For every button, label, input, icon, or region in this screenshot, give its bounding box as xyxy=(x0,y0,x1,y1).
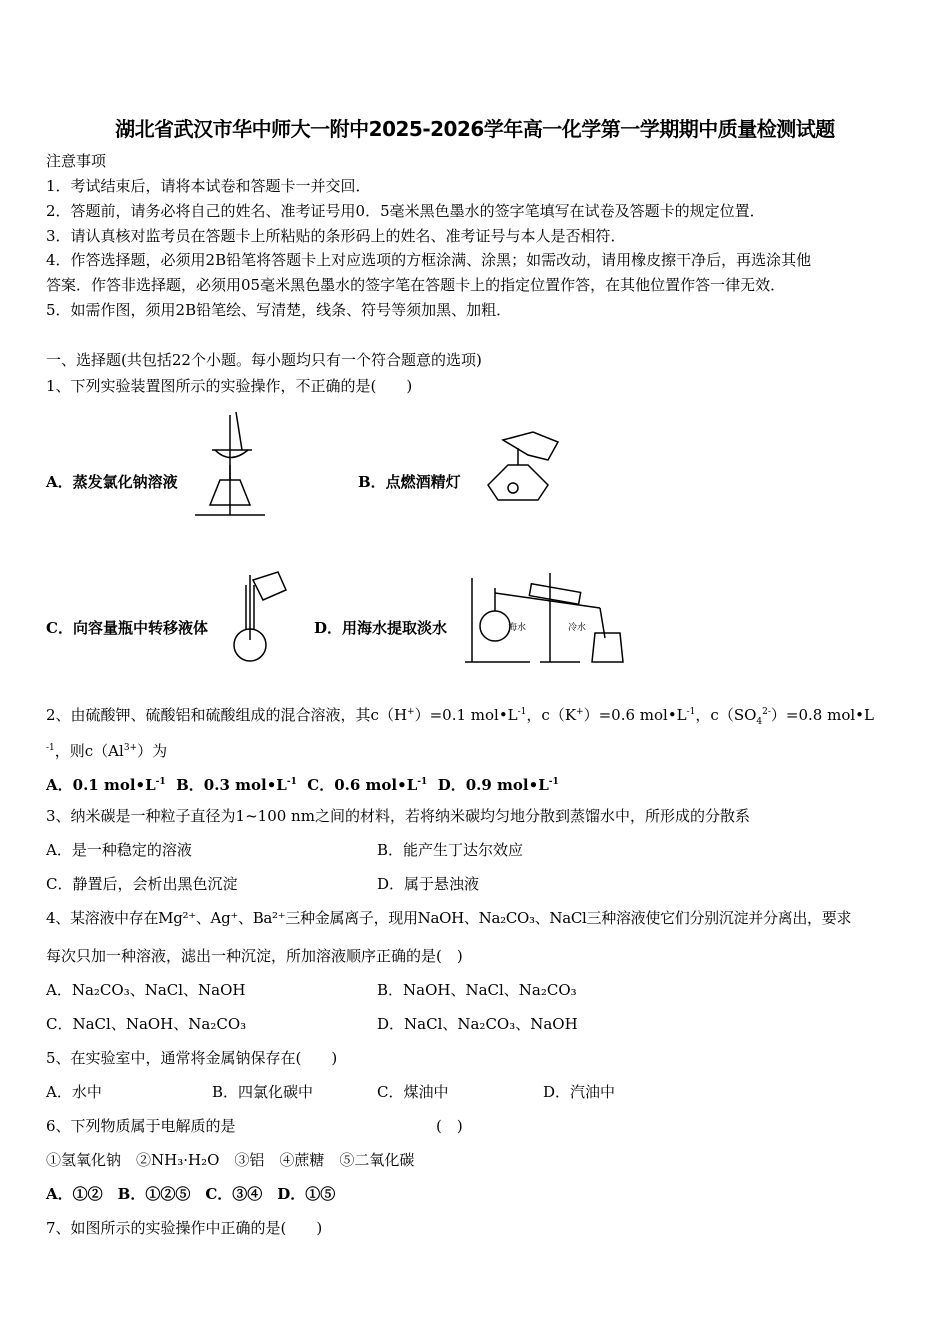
note-item: 3．请认真核对监考员在答题卡上所粘贴的条形码上的姓名、准考证号与本人是否相符． xyxy=(46,227,626,245)
coldwater-label: 冷水 xyxy=(568,623,587,633)
q3-option-d: D．属于悬浊液 xyxy=(377,875,480,893)
question-2-stem-cont: $^{-1}$，则$c(Al^{3+})$为 xyxy=(46,742,168,760)
q3-option-a: A．是一种稳定的溶液 xyxy=(46,841,192,859)
q5-option-b: B．四氯化碳中 xyxy=(212,1083,314,1101)
q4-option-a: A．Na₂CO₃、NaCl、NaOH xyxy=(46,981,246,999)
note-item: 答案．作答非选择题，必须用05毫米黑色墨水的签字笔在答题卡上的指定位置作答，在其他位置作答一律无效． xyxy=(46,276,786,294)
volumetric-flask-image xyxy=(228,570,298,665)
question-5-stem: 5、在实验室中，通常将金属钠保存在( ) xyxy=(46,1049,338,1067)
note-item: 1．考试结束后，请将本试卷和答题卡一并交回． xyxy=(46,177,371,195)
question-7-stem: 7、如图所示的实验操作中正确的是( ) xyxy=(46,1219,323,1237)
section-heading: 一、选择题(共包括22个小题。每小题均只有一个符合题意的选项) xyxy=(46,351,482,369)
note-item: 5．如需作图，须用2B铅笔绘、写清楚，线条、符号等须加黑、加粗． xyxy=(46,301,512,319)
q3-option-b: B．能产生丁达尔效应 xyxy=(377,841,524,859)
q5-option-d: D．汽油中 xyxy=(543,1083,616,1101)
q5-option-c: C．煤油中 xyxy=(377,1083,449,1101)
q4-option-d: D．NaCl、Na₂CO₃、NaOH xyxy=(377,1015,578,1033)
question-6-paren: ( ) xyxy=(436,1117,463,1135)
q4-option-b: B．NaOH、NaCl、Na₂CO₃ xyxy=(377,981,577,999)
question-6-options: A．①② B．①②⑤ C．③④ D．①⑤ xyxy=(46,1185,336,1203)
q1-option-c: C．向容量瓶中转移液体 xyxy=(46,619,208,637)
evaporation-apparatus-image xyxy=(190,410,270,520)
question-2-stem: 2、由硫酸钾、硫酸铝和硫酸组成的混合溶液，其c（H+）=0.1 $mol•L^{-1}$，c（K+）=0.6 $mol•L^{-1}$，$c(SO_4^{2-})=0.8$ mol•L xyxy=(46,706,874,727)
distillation-apparatus-image xyxy=(460,568,635,666)
question-1-stem: 1、下列实验装置图所示的实验操作，不正确的是( ) xyxy=(46,377,413,395)
seawater-label: 海水 xyxy=(508,623,527,633)
q1-option-d: D．用海水提取淡水 xyxy=(314,619,448,637)
page-title: 湖北省武汉市华中师大一附中2025-2026学年高一化学第一学期期中质量检测试题 xyxy=(115,117,835,141)
q4-option-c: C．NaCl、NaOH、Na₂CO₃ xyxy=(46,1015,247,1033)
q1-option-b: B．点燃酒精灯 xyxy=(358,473,461,491)
question-4-stem: 4、某溶液中存在Mg²⁺、Ag⁺、Ba²⁺三种金属离子，现用NaOH、Na₂CO₃、NaCl三种溶液使它们分别沉淀并分离出，要求 xyxy=(46,909,852,927)
question-4-stem-cont: 每次只加一种溶液，滤出一种沉淀，所加溶液顺序正确的是( ) xyxy=(46,947,463,965)
q3-option-c: C．静置后，会析出黑色沉淀 xyxy=(46,875,238,893)
note-item: 4．作答选择题，必须用2B铅笔将答题卡上对应选项的方框涂满、涂黑；如需改动，请用橡皮擦干净后，再选涂其他 xyxy=(46,251,812,269)
question-6-items: ①氢氧化钠 ②NH₃·H₂O ③铝 ④蔗糖 ⑤二氧化碳 xyxy=(46,1151,415,1169)
q1-option-a: A．蒸发氯化钠溶液 xyxy=(46,473,178,491)
alcohol-lamp-image xyxy=(478,430,563,505)
note-item: 2．答题前，请务必将自己的姓名、准考证号用0．5毫米黑色墨水的签字笔填写在试卷及答题卡的规定位置． xyxy=(46,202,765,220)
question-3-stem: 3、纳米碳是一种粒子直径为1~100 nm之间的材料，若将纳米碳均匀地分散到蒸馏水中，所形成的分散系 xyxy=(46,807,750,825)
question-6-stem: 6、下列物质属于电解质的是 xyxy=(46,1117,236,1135)
notes-heading: 注意事项 xyxy=(46,152,107,170)
question-2-options: A．0.1 $mol•L^{-1}$ B．0.3 $mol•L^{-1}$ C．0.6 $mol•L^{-1}$ D．0.9 $mol•L^{-1}$ xyxy=(46,776,559,794)
q5-option-a: A．水中 xyxy=(46,1083,102,1101)
